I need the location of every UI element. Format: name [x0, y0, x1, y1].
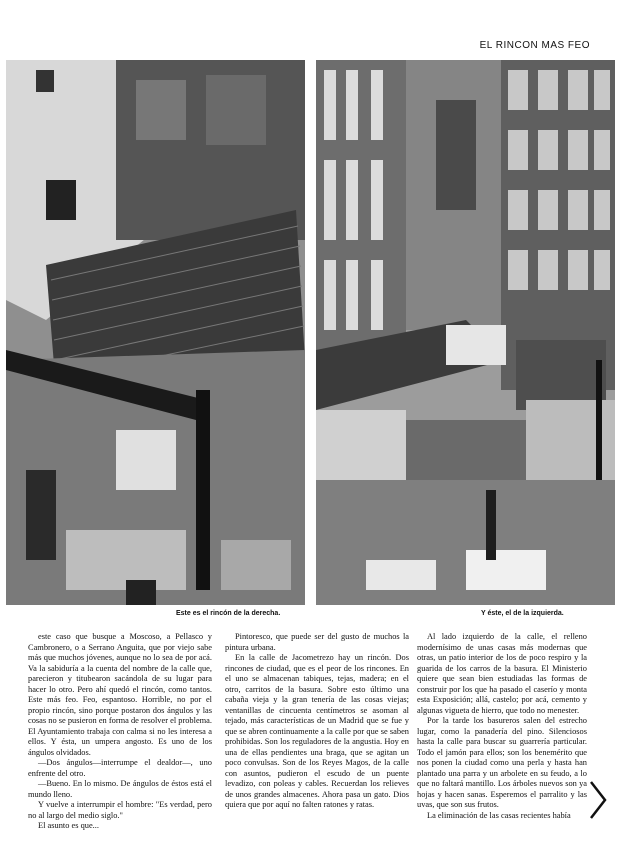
paragraph: Y vuelve a interrumpir el hombre: "Es verdad, pero no al largo del medio siglo." — [28, 800, 212, 820]
paragraph: Por la tarde los basureros salen del estrecho lugar, como la panadería del pino. Silenciosos hasta la calle para buscar su guarrería particular. Todo el jamón para ellos; son los benemérito que nos ponen la ciudad como una perla y hasta han plantado una parra y un arbolete en su feudo, a lo que no faltará mantillo. Los árboles nuevos son ya hojas y hacen sanas. Esperemos el parralito y las uvas, que son sus frutos. — [417, 716, 587, 809]
paragraph: La eliminación de las casas recientes había — [427, 810, 571, 820]
paragraph: El asunto es que... — [38, 821, 99, 830]
paragraph: —Dos ángulos—interrumpe el dealdor—, uno enfrente del otro. — [28, 758, 212, 778]
paragraph: este caso que busque a Moscoso, a Pellasco y Cambronero, o a Serrano Anguita, que por viejo sabe más que muchos jóvenes, aunque no lo sea de por acá. Va la sabiduría a la cuenta del nombre de la calle que, parecieron y titubearon sacándola de su lugar para hacer lo otro. Pero ahí quedó el rincón, como tantos. Este más feo. Feo, espantoso. Horrible, no por el propio rincón, sino porque postaron dos ángulos y las cosas no se pusieron en forma de resolver el problema. El Ayuntamiento trabaja con calma si no les interesa a ellos. Y ésta, un umpera angosto. Es uno de los ángulos olvidados. — [28, 632, 212, 757]
photo-right-rincon — [316, 60, 615, 605]
paragraph: Al lado izquierdo de la calle, el relleno modernísimo de unas casas más modernas que otras, un patio interior de los de poco respiro y la guarida de los carros de la basura. El Ministerio quiere que sean bien estudiadas las formas de construir por los que ha pasado el caserío y monta esta Exposición; allá, castelo; por acá, cemento y algunas vigueta de hierro, que todo no menester. — [417, 632, 587, 715]
photo-right-drawing — [316, 60, 615, 605]
paragraph: —Bueno. En lo mismo. De ángulos de éstos está el mundo lleno. — [28, 779, 212, 799]
section-header: EL RINCON MAS FEO — [479, 40, 590, 51]
paragraph: Pintoresco, que puede ser del gusto de muchos la pintura urbana. — [225, 632, 409, 652]
article-column-2 — [225, 632, 409, 811]
caption-left: Este es el rincón de la derecha. — [176, 610, 281, 617]
continue-arrow-icon — [589, 780, 607, 825]
photo-left-rincon — [6, 60, 305, 605]
photo-left-drawing — [6, 60, 305, 605]
article-column-1 — [28, 632, 212, 832]
paragraph: En la calle de Jacometrezo hay un rincón. Dos rincones de ciudad, que es el peor de los rincones. En el uno se almacenan tabiques, tejas, madera; en el otro, carritos de la basura. Sobre esto último una cabaña vieja y la gran tenería de las cosas viejas; ventanillas de cincuenta centímetros se asoman al tejado, más características de un Madrid que se fue y que se abren continuamente a la calle por que se saben prohibidas. Son los reguladores de la angustia. Hoy en una de ellas pendientes una braga, que se agitan un poco convulsas. Son de los Reyes Magos, de la calle con asuntos, pudieron el escudo de un puente levadizo, con poleas y cables. Recuerdan los relieves de unos grandes almacenes. Ahora pasa un gato. Dios quiera que por aquí no falten ratones y ratas. — [225, 653, 409, 809]
caption-right: Y éste, el de la izquierda. — [481, 610, 564, 617]
article-column-3 — [417, 632, 587, 821]
